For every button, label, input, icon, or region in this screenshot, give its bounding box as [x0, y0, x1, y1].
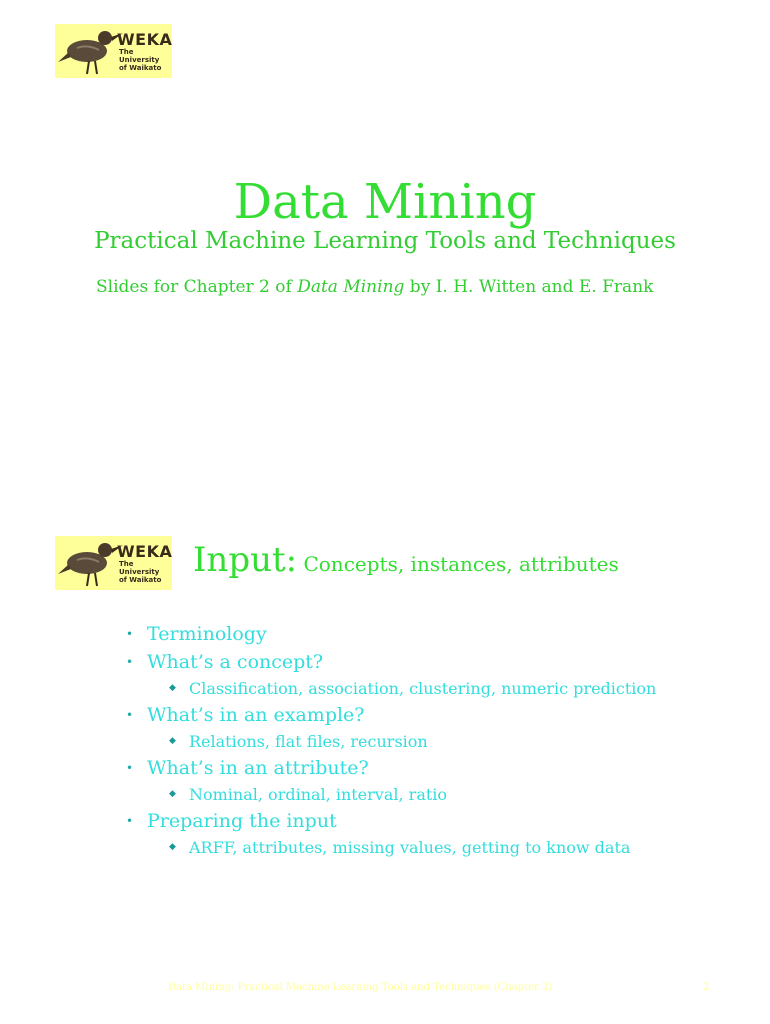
slide-2	[0, 512, 770, 1024]
weka-logo	[55, 536, 172, 590]
sub-bullet-list	[169, 676, 656, 701]
slide-subtitle: Practical Machine Learning Tools and Techniques	[94, 228, 676, 254]
bullet-item	[126, 701, 656, 754]
sub-bullet-item	[169, 835, 656, 860]
sub-bullet-item	[169, 729, 656, 754]
bullet-label: What’s in an example?	[147, 704, 365, 726]
sub-bullet-list	[169, 782, 656, 807]
bullet-list	[126, 620, 656, 860]
diamond-bullet-icon: ◆	[169, 842, 176, 852]
bullet-item	[126, 620, 656, 648]
bullet-item	[126, 807, 656, 860]
bullet-item	[126, 754, 656, 807]
byline-suffix: by I. H. Witten and E. Frank	[404, 277, 654, 297]
bullet-dot-icon: •	[126, 655, 134, 669]
diamond-bullet-icon: ◆	[169, 736, 176, 746]
logo-name: WEKA	[117, 542, 172, 561]
sub-bullet-list	[169, 729, 656, 754]
logo-line2: of Waikato	[119, 576, 162, 584]
slide-title-main: Input:	[193, 540, 298, 580]
logo-name: WEKA	[117, 30, 172, 49]
weka-logo	[55, 24, 172, 78]
sub-bullet-item	[169, 676, 656, 701]
byline-book: Data Mining	[297, 277, 405, 297]
sub-bullet-list	[169, 835, 656, 860]
logo-line2: of Waikato	[119, 64, 162, 72]
diamond-bullet-icon: ◆	[169, 683, 176, 693]
slide-footer: Data Mining: Practical Machine Learning Tools and Techniques (Chapter 2)	[168, 982, 553, 993]
bullet-dot-icon: •	[126, 708, 134, 722]
bullet-label: What’s a concept?	[147, 651, 324, 673]
page-number: 2	[703, 982, 710, 993]
bullet-label: What’s in an attribute?	[147, 757, 369, 779]
bullet-label: Terminology	[147, 623, 267, 645]
logo-line1: The University	[119, 48, 160, 64]
byline-prefix: Slides for Chapter 2 of	[96, 277, 298, 297]
byline	[96, 275, 653, 299]
sub-bullet-label: ARFF, attributes, missing values, getting to know data	[189, 838, 631, 857]
slide-title-sub: Concepts, instances, attributes	[297, 552, 619, 576]
sub-bullet-label: Nominal, ordinal, interval, ratio	[189, 785, 448, 804]
bullet-dot-icon: •	[126, 814, 134, 828]
bullet-dot-icon: •	[126, 627, 134, 641]
bullet-item	[126, 648, 656, 701]
bullet-label: Preparing the input	[147, 810, 337, 832]
diamond-bullet-icon: ◆	[169, 789, 176, 799]
slide-title: Data Mining	[233, 174, 537, 230]
slide-title	[193, 540, 619, 580]
sub-bullet-label: Relations, flat files, recursion	[189, 732, 428, 751]
logo-line1: The University	[119, 560, 160, 576]
sub-bullet-label: Classification, association, clustering, numeric prediction	[189, 679, 657, 698]
bullet-dot-icon: •	[126, 761, 134, 775]
sub-bullet-item	[169, 782, 656, 807]
